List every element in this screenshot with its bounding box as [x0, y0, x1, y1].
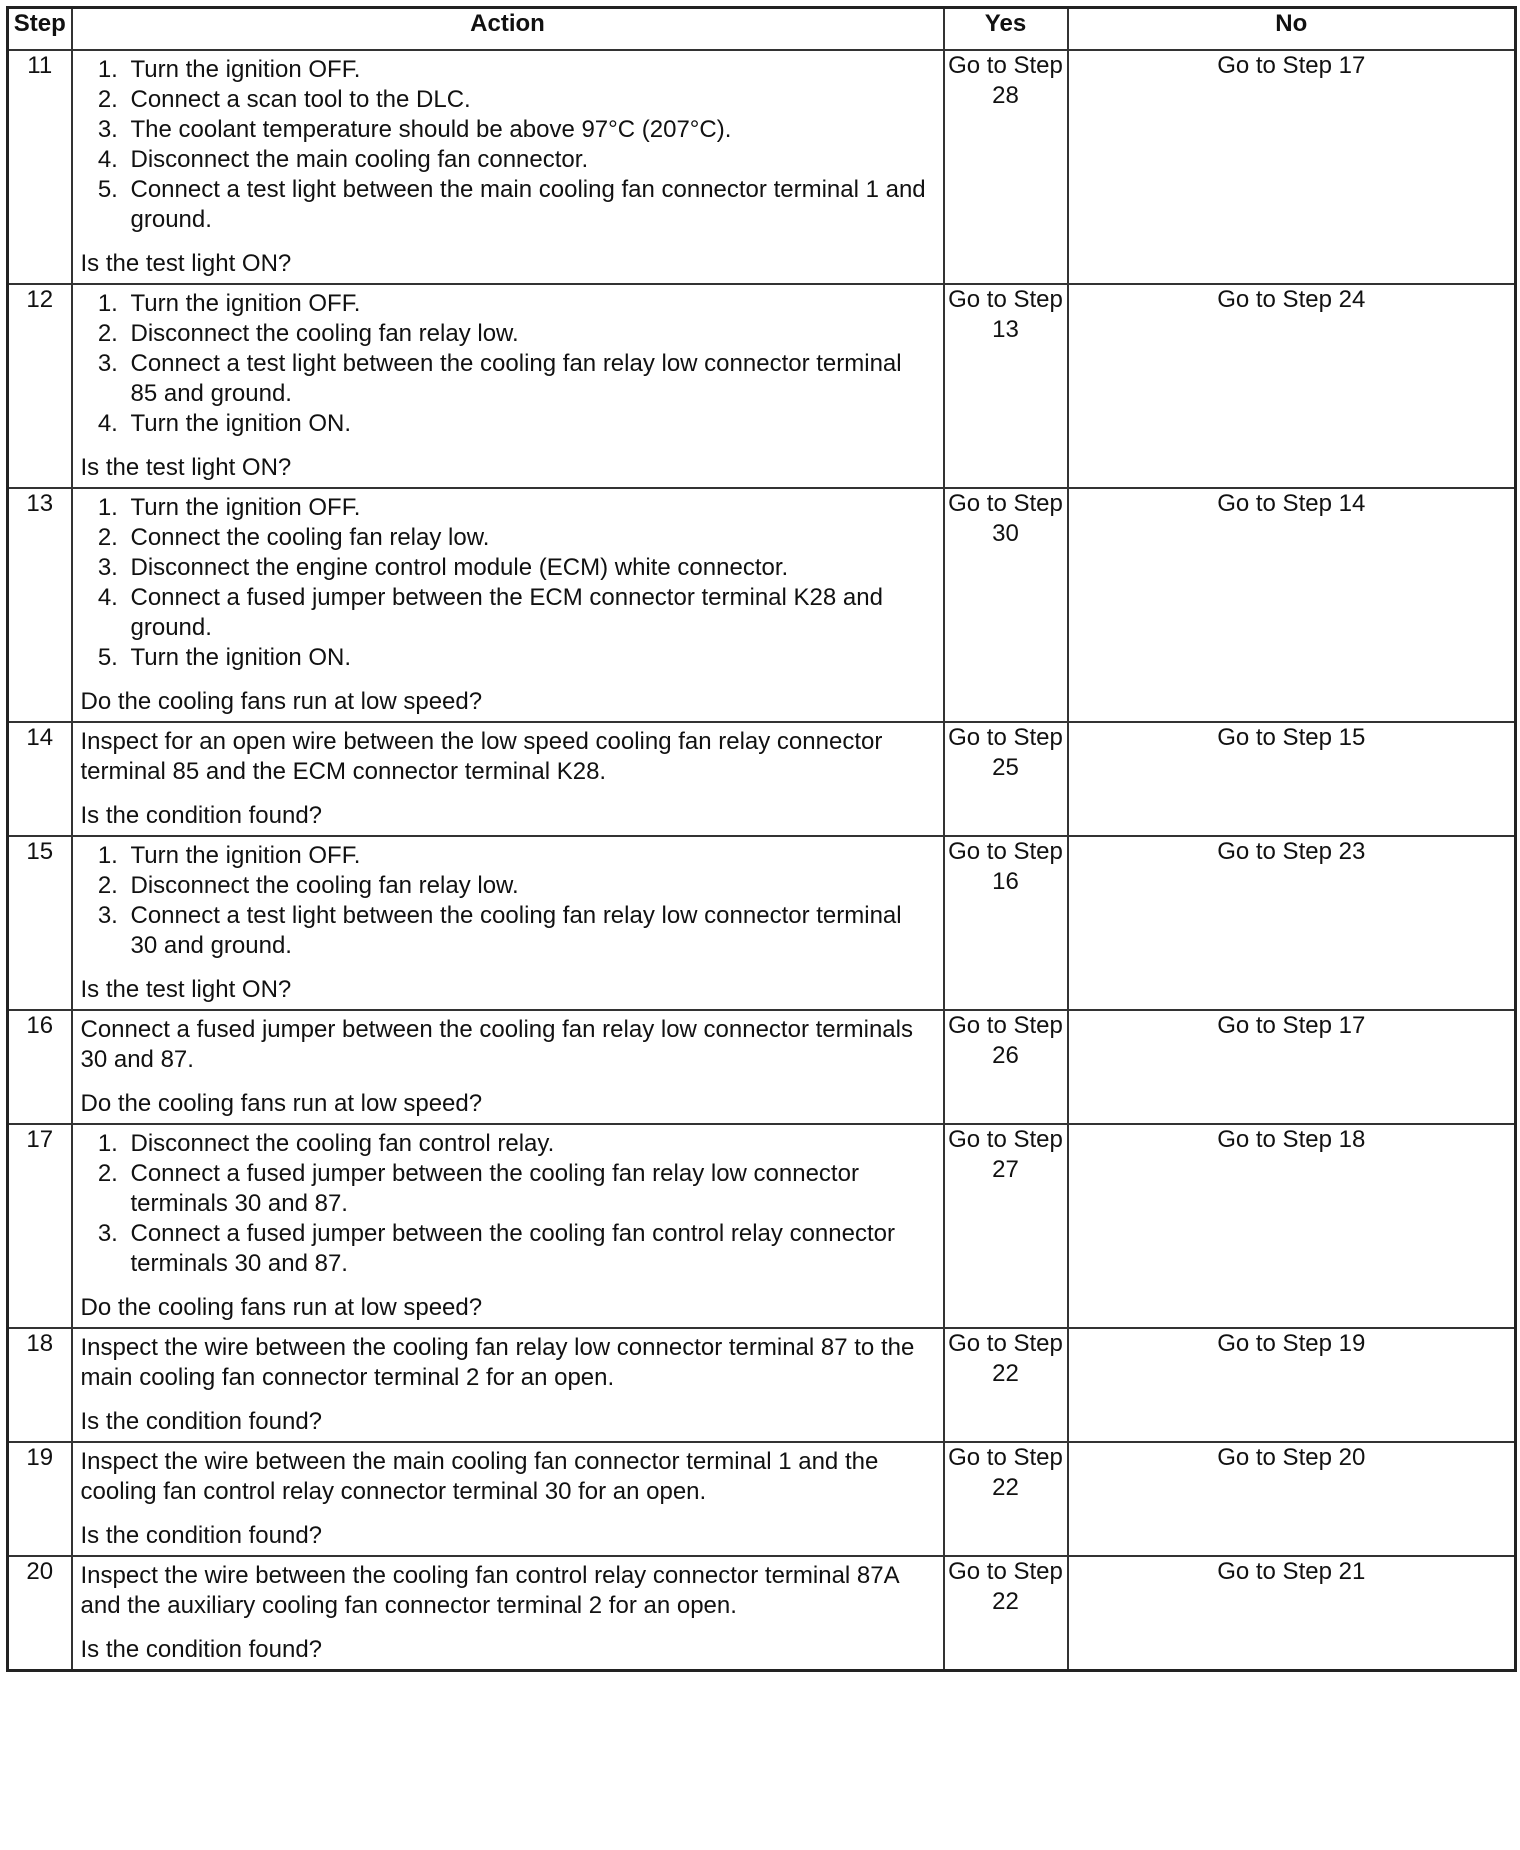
action-step: 1. Turn the ignition OFF.	[125, 289, 935, 319]
yes-result: Go to Step 22	[944, 1442, 1068, 1556]
action-cell	[72, 50, 944, 284]
action-question: Is the test light ON?	[80, 976, 292, 1003]
action-cell	[72, 1556, 944, 1671]
yes-result: Go to Step 16	[944, 836, 1068, 1010]
action-step: 1. Turn the ignition OFF.	[125, 55, 935, 85]
action-step: 2. Disconnect the cooling fan relay low.	[125, 319, 935, 349]
no-result: Go to Step 17	[1068, 1010, 1516, 1124]
action-step: 3. Connect a fused jumper between the cooling fan control relay connector terminals 30 and 87.	[125, 1219, 935, 1279]
header-yes: Yes	[944, 8, 1068, 51]
step-number: 12	[8, 284, 72, 488]
step-number: 13	[8, 488, 72, 722]
no-result: Go to Step 17	[1068, 50, 1516, 284]
yes-result: Go to Step 13	[944, 284, 1068, 488]
action-step: 1. Disconnect the cooling fan control relay.	[125, 1129, 935, 1159]
action-cell	[72, 722, 944, 836]
step-number: 16	[8, 1010, 72, 1124]
table-row	[8, 50, 1516, 284]
action-text: Connect a fused jumper between the cooling fan relay low connector terminals 30 and 87.	[80, 1016, 913, 1073]
table-row	[8, 836, 1516, 1010]
action-question: Is the test light ON?	[80, 250, 292, 277]
action-cell	[72, 1442, 944, 1556]
action-cell	[72, 1124, 944, 1328]
no-result: Go to Step 23	[1068, 836, 1516, 1010]
action-steps-list	[81, 493, 935, 673]
action-step: 2. Connect the cooling fan relay low.	[125, 523, 935, 553]
action-step: 3. Disconnect the engine control module (ECM) white connector.	[125, 553, 935, 583]
action-cell	[72, 284, 944, 488]
no-result: Go to Step 24	[1068, 284, 1516, 488]
action-text: Inspect for an open wire between the low speed cooling fan relay connector terminal 85 and the ECM connector terminal K28.	[80, 728, 883, 785]
action-question: Is the condition found?	[80, 1636, 323, 1663]
header-action: Action	[72, 8, 944, 51]
yes-result: Go to Step 22	[944, 1328, 1068, 1442]
table-row	[8, 1010, 1516, 1124]
yes-result: Go to Step 30	[944, 488, 1068, 722]
yes-result: Go to Step 27	[944, 1124, 1068, 1328]
action-steps-list	[81, 841, 935, 961]
step-number: 20	[8, 1556, 72, 1671]
table-row	[8, 488, 1516, 722]
table-row	[8, 1556, 1516, 1671]
table-row	[8, 284, 1516, 488]
action-step: 2. Disconnect the cooling fan relay low.	[125, 871, 935, 901]
action-cell	[72, 488, 944, 722]
action-text: Inspect the wire between the cooling fan control relay connector terminal 87A and the auxiliary cooling fan connector terminal 2 for an open.	[80, 1562, 899, 1619]
no-result: Go to Step 20	[1068, 1442, 1516, 1556]
action-step: 4. Turn the ignition ON.	[125, 409, 935, 439]
action-question: Do the cooling fans run at low speed?	[80, 688, 483, 715]
header-step: Step	[8, 8, 72, 51]
action-step: 4. Disconnect the main cooling fan connector.	[125, 145, 935, 175]
yes-result: Go to Step 25	[944, 722, 1068, 836]
action-step: 4. Connect a fused jumper between the ECM connector terminal K28 and ground.	[125, 583, 935, 643]
action-step: 3. Connect a test light between the cooling fan relay low connector terminal 85 and ground.	[125, 349, 935, 409]
action-step: 5. Turn the ignition ON.	[125, 643, 935, 673]
action-cell	[72, 836, 944, 1010]
no-result: Go to Step 18	[1068, 1124, 1516, 1328]
no-result: Go to Step 19	[1068, 1328, 1516, 1442]
header-row	[8, 8, 1516, 51]
diagnostic-table	[6, 6, 1517, 1672]
action-steps-list	[81, 289, 935, 439]
action-cell	[72, 1328, 944, 1442]
yes-result: Go to Step 26	[944, 1010, 1068, 1124]
action-question: Is the test light ON?	[80, 454, 292, 481]
action-question: Do the cooling fans run at low speed?	[80, 1294, 483, 1321]
step-number: 15	[8, 836, 72, 1010]
step-number: 17	[8, 1124, 72, 1328]
action-step: 1. Turn the ignition OFF.	[125, 841, 935, 871]
no-result: Go to Step 14	[1068, 488, 1516, 722]
action-step: 5. Connect a test light between the main cooling fan connector terminal 1 and ground.	[125, 175, 935, 235]
yes-result: Go to Step 28	[944, 50, 1068, 284]
table-row	[8, 722, 1516, 836]
table-row	[8, 1442, 1516, 1556]
no-result: Go to Step 15	[1068, 722, 1516, 836]
action-question: Is the condition found?	[80, 1408, 323, 1435]
no-result: Go to Step 21	[1068, 1556, 1516, 1671]
action-question: Is the condition found?	[80, 802, 323, 829]
action-steps-list	[81, 55, 935, 235]
step-number: 19	[8, 1442, 72, 1556]
action-step: 3. Connect a test light between the cooling fan relay low connector terminal 30 and ground.	[125, 901, 935, 961]
action-question: Do the cooling fans run at low speed?	[80, 1090, 483, 1117]
action-step: 2. Connect a scan tool to the DLC.	[125, 85, 935, 115]
action-step: 1. Turn the ignition OFF.	[125, 493, 935, 523]
yes-result: Go to Step 22	[944, 1556, 1068, 1671]
header-no: No	[1068, 8, 1516, 51]
action-step: 2. Connect a fused jumper between the cooling fan relay low connector terminals 30 and 87.	[125, 1159, 935, 1219]
action-cell	[72, 1010, 944, 1124]
action-text: Inspect the wire between the main cooling fan connector terminal 1 and the cooling fan control relay connector terminal 30 for an open.	[80, 1448, 879, 1505]
table-row	[8, 1328, 1516, 1442]
table-row	[8, 1124, 1516, 1328]
action-step: 3. The coolant temperature should be above 97°C (207°C).	[125, 115, 935, 145]
step-number: 18	[8, 1328, 72, 1442]
action-text: Inspect the wire between the cooling fan relay low connector terminal 87 to the main cooling fan connector terminal 2 for an open.	[80, 1334, 915, 1391]
action-steps-list	[81, 1129, 935, 1279]
step-number: 14	[8, 722, 72, 836]
step-number: 11	[8, 50, 72, 284]
action-question: Is the condition found?	[80, 1522, 323, 1549]
